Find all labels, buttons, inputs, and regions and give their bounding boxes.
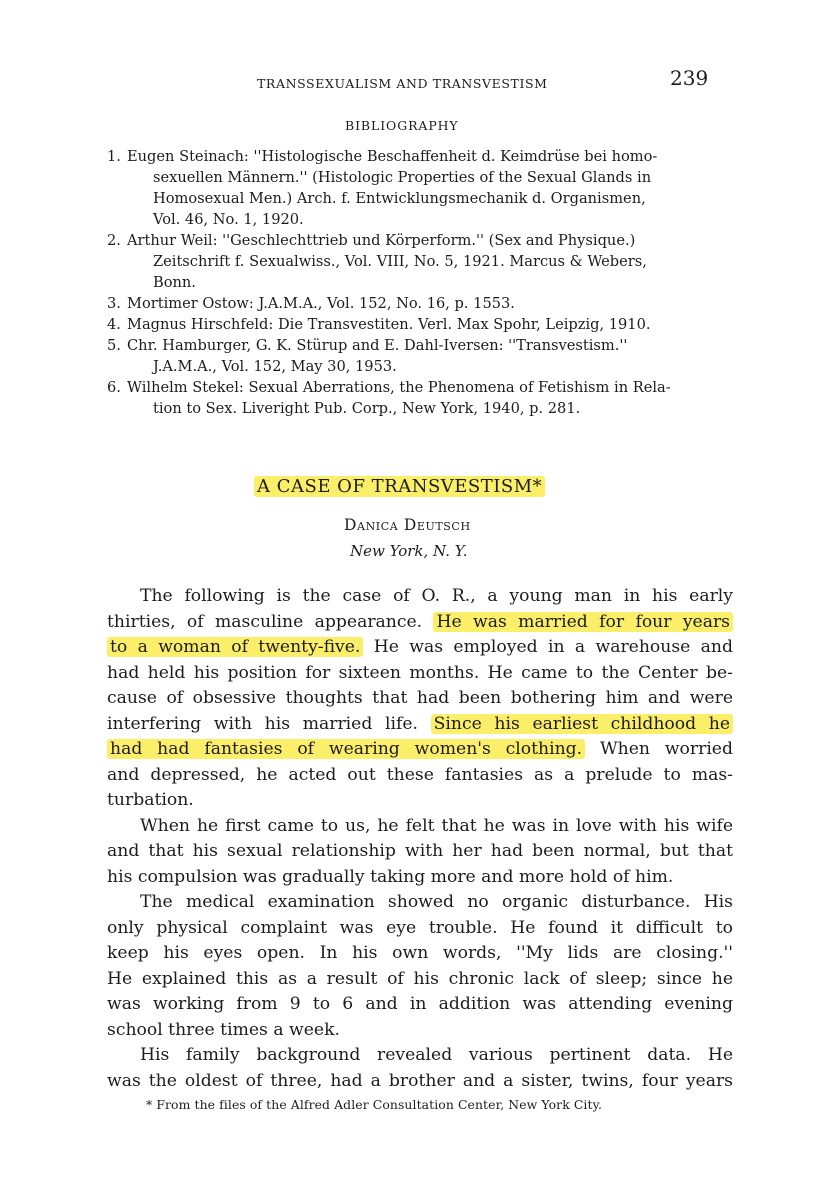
article-author: Danica Deutsch [344,516,471,534]
entry-line: sexuellen Männern.'' (Histologic Properties of the Sexual Glands in [153,169,652,186]
body-line [107,737,733,763]
body-line [107,635,733,661]
highlighted-text: to a woman of twenty-five. [107,637,363,657]
entry-text [127,335,733,377]
entry-text [127,314,733,335]
body-line: When he first came to us, he felt that he was in love with his wife [140,815,733,836]
body-line: had held his position for sixteen months. He came to the Center be- [107,662,733,683]
highlighted-text: had had fantasies of wearing women's clothing. [107,739,585,759]
bibliography-entry [107,377,733,419]
body-line [107,712,733,738]
highlighted-title: A CASE OF TRANSVESTISM* [254,476,545,497]
bibliography-entry [107,314,733,335]
entry-number: 5. [107,337,121,354]
entry-line: Mortimer Ostow: J.A.M.A., Vol. 152, No. 16, p. 1553. [127,295,515,312]
body-line: His family background revealed various pertinent data. He [140,1045,733,1065]
highlighted-text: He was married for four years [433,612,733,632]
body-line: and depressed, he acted out these fantasies as a prelude to mas- [107,764,733,785]
article-title [254,476,545,497]
body-line: He explained this as a result of his chronic lack of sleep; since he [107,968,733,989]
body-line: only physical complaint was eye trouble. He found it difficult to [107,917,733,938]
entry-line: Zeitschrift f. Sexualwiss., Vol. VIII, No. 5, 1921. Marcus & Webers, [153,253,647,270]
body-line: cause of obsessive thoughts that had been bothering him and were [107,688,733,708]
entry-line: Eugen Steinach: ''Histologische Beschaffenheit d. Keimdrüse bei homo- [127,148,658,165]
entry-line: Wilhelm Stekel: Sexual Aberrations, the Phenomena of Fetishism in Rela- [127,379,671,396]
entry-line: Bonn. [153,274,196,291]
footnote: * From the files of the Alfred Adler Consultation Center, New York City. [146,1097,603,1112]
entry-text [127,293,733,314]
entry-line: tion to Sex. Liveright Pub. Corp., New York, 1940, p. 281. [153,400,581,417]
bibliography-heading: BIBLIOGRAPHY [345,118,459,133]
entry-line: Homosexual Men.) Arch. f. Entwicklungsmechanik d. Organismen, [153,190,646,207]
bibliography-entry [107,335,733,377]
body-line: was the oldest of three, had a brother and a sister, twins, four years [107,1070,733,1091]
entry-text [127,230,733,293]
entry-number: 4. [107,316,121,333]
body-line: turbation. [107,790,194,810]
entry-number: 2. [107,232,121,249]
body-line: was working from 9 to 6 and in addition was attending evening [107,994,733,1014]
body-text-span: When worried [585,739,733,759]
entry-line: J.A.M.A., Vol. 152, May 30, 1953. [153,358,397,375]
running-head: TRANSSEXUALISM AND TRANSVESTISM [257,76,548,91]
entry-text [127,146,733,230]
body-line: The medical examination showed no organic disturbance. His [140,892,733,912]
entry-number: 1. [107,148,121,165]
body-text-span: thirties, of masculine appearance. [107,611,434,632]
bibliography-entry [107,146,733,230]
bibliography-entry [107,230,733,293]
body-line: school three times a week. [107,1019,340,1040]
entry-line: Arthur Weil: ''Geschlechttrieb und Körperform.'' (Sex and Physique.) [127,232,636,249]
entry-text [127,377,733,419]
entry-number: 3. [107,295,121,312]
body-text-span: interfering with his married life. [107,713,431,734]
bibliography-entry [107,293,733,314]
page-number: 239 [670,66,709,90]
body-line: and that his sexual relationship with her had been normal, but that [107,841,733,861]
body-line [107,610,733,636]
body-line: The following is the case of O. R., a young man in his early [140,586,733,606]
body-text-span: He was employed in a warehouse and [363,637,733,657]
bibliography-list [107,146,733,419]
article-location: New York, N. Y. [350,542,468,560]
entry-number: 6. [107,379,121,396]
article-body [107,584,733,1094]
entry-line: Magnus Hirschfeld: Die Transvestiten. Verl. Max Spohr, Leipzig, 1910. [127,316,651,333]
highlighted-text: Since his earliest childhood he [431,714,733,734]
body-line: keep his eyes open. In his own words, ''My lids are closing.'' [107,943,733,963]
entry-line: Vol. 46, No. 1, 1920. [153,211,304,228]
body-line: his compulsion was gradually taking more and more hold of him. [107,866,674,887]
entry-line: Chr. Hamburger, G. K. Stürup and E. Dahl-Iversen: ''Transvestism.'' [127,337,628,354]
